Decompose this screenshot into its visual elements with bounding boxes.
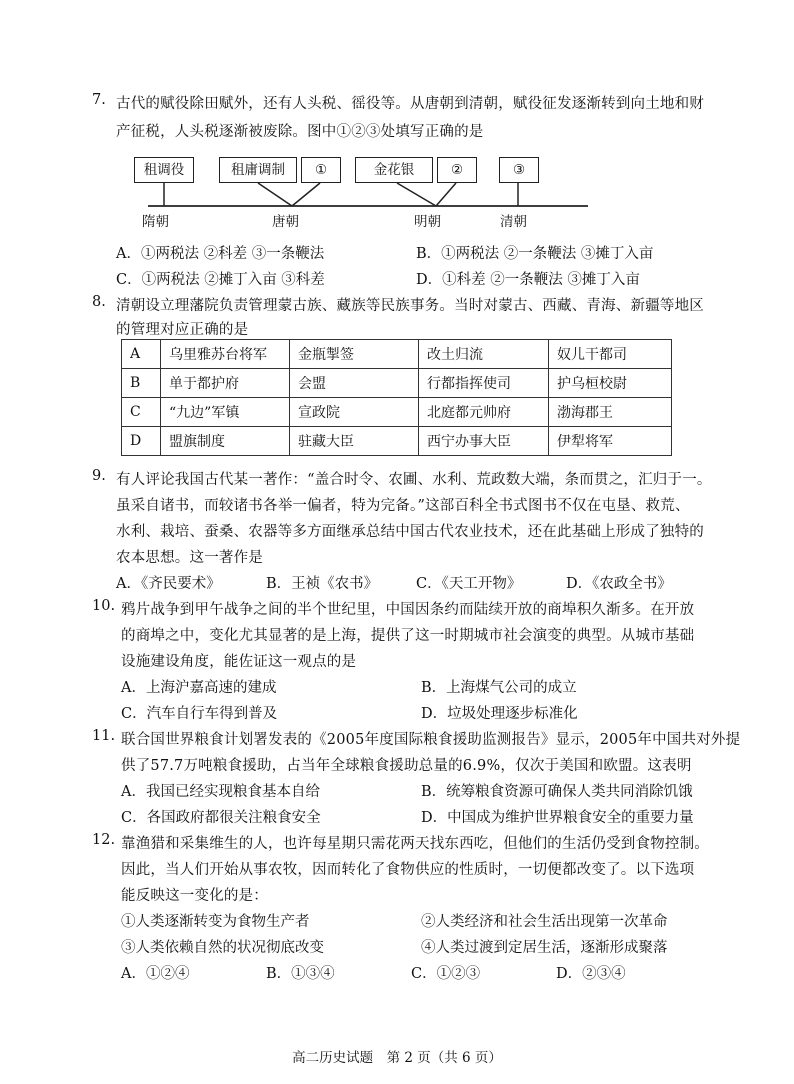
q9-stem-line2: 虽采自诸书，而较诸书各举一偏者，特为完备。”这部百科全书式图书不仅在屯垦、救荒、 (116, 498, 690, 514)
table-cell-label: C (122, 398, 161, 427)
q9-options (116, 572, 716, 593)
q11-options-row2 (121, 806, 721, 827)
timeline-box-3: ① (301, 157, 341, 183)
page-footer: 高二历史试题 第 2 页（共 6 页） (292, 1050, 502, 1066)
q12-options (121, 962, 701, 983)
q8-number: 8. (92, 294, 106, 310)
q9-option-c[interactable]: C．《天工开物》 (416, 576, 522, 592)
timeline-box-5: ② (437, 157, 477, 183)
q8-stem-line1: 清朝设立理藩院负责管理蒙古族、藏族等民族事务。当时对蒙古、西藏、青海、新疆等地区 (116, 298, 704, 314)
q7-number: 7. (92, 92, 106, 108)
q11-options-row1 (121, 780, 721, 801)
timeline-connector-5 (436, 183, 456, 206)
q11-option-b[interactable]: B．统筹粮食资源可确保人类共同消除饥饿 (421, 784, 693, 800)
q12-item-2: ②人类经济和社会生活出现第一次革命 (421, 914, 668, 930)
table-cell: 乌里雅苏台将军 (161, 340, 290, 369)
q10-option-c[interactable]: C．汽车自行车得到普及 (121, 706, 278, 722)
q12-item-1: ①人类逐渐转变为食物生产者 (121, 914, 310, 930)
table-cell: 渤海郡王 (549, 398, 672, 427)
q8-table (121, 339, 672, 456)
q12-item-4: ④人类过渡到定居生活，逐渐形成聚落 (421, 940, 668, 956)
timeline-box-6: ③ (499, 157, 539, 183)
table-cell: 金瓶掣签 (290, 340, 419, 369)
table-cell: 行都指挥使司 (419, 369, 549, 398)
table-cell: 盟旗制度 (161, 427, 290, 456)
q10-stem-line1: 鸦片战争到甲午战争之间的半个世纪里，中国因条约而陆续开放的商埠积久渐多。在开放 (121, 602, 695, 618)
table-row[interactable] (122, 369, 672, 398)
timeline-connector-2 (258, 183, 292, 206)
table-cell: 改土归流 (419, 340, 549, 369)
q11-number: 11. (92, 728, 116, 744)
q11-option-c[interactable]: C．各国政府都很关注粮食安全 (121, 810, 321, 826)
timeline-label-sui: 隋朝 (142, 214, 169, 230)
table-cell: 会盟 (290, 369, 419, 398)
timeline-connector-4 (397, 183, 436, 206)
q11-stem-line1: 联合国世界粮食计划署发表的《2005年度国际粮食援助监测报告》显示，2005年中国共对外提 (121, 732, 741, 748)
q11-stem-line2: 供了57.7万吨粮食援助，占当年全球粮食援助总量的6.9%，仅次于美国和欧盟。这表明 (121, 758, 692, 774)
q10-options-row1 (121, 676, 721, 697)
q12-items-row2 (121, 936, 721, 957)
q10-stem-line3: 设施建设角度，能佐证这一观点的是 (121, 654, 357, 670)
table-cell: 北庭都元帅府 (419, 398, 549, 427)
q9-option-a[interactable]: A．《齐民要术》 (116, 576, 221, 592)
table-cell: “九边”军镇 (161, 398, 290, 427)
q10-option-b[interactable]: B．上海煤气公司的成立 (421, 680, 577, 696)
table-cell: 护乌桓校尉 (549, 369, 672, 398)
q10-stem-line2: 的商埠之中，变化尤其显著的是上海，提供了这一时期城市社会演变的典型。从城市基础 (121, 628, 695, 644)
table-cell: 宣政院 (290, 398, 419, 427)
q12-option-c[interactable]: C．①②③ (411, 966, 481, 982)
timeline-label-qing: 清朝 (500, 214, 527, 230)
q7-option-a[interactable]: A．①两税法 ②科差 ③一条鞭法 (116, 246, 325, 262)
q11-option-d[interactable]: D．中国成为维护世界粮食安全的重要力量 (421, 810, 694, 826)
q12-item-3: ③人类依赖自然的状况彻底改变 (121, 940, 324, 956)
table-row[interactable] (122, 398, 672, 427)
q12-stem-line1: 靠渔猎和采集维生的人，也许每星期只需花两天找东西吃，但他们的生活仍受到食物控制。 (121, 836, 709, 852)
timeline-box-4: 金花银 (355, 157, 433, 183)
timeline-box-2: 租庸调制 (219, 157, 297, 183)
table-cell-label: B (122, 369, 161, 398)
timeline-connector-3 (292, 183, 320, 206)
timeline-box-1: 租调役 (134, 157, 194, 183)
q12-items-row1 (121, 910, 721, 931)
q7-stem-line2: 产征税，人头税逐渐被废除。图中①②③处填写正确的是 (116, 124, 484, 140)
q10-number: 10. (92, 598, 116, 614)
q12-stem-line3: 能反映这一变化的是： (121, 888, 268, 904)
table-cell: 单于都护府 (161, 369, 290, 398)
q12-option-a[interactable]: A．①②④ (121, 966, 190, 982)
q9-stem-line3: 水利、栽培、蚕桑、农器等多方面继承总结中国古代农业技术，还在此基础上形成了独特的 (116, 524, 704, 540)
q7-option-d[interactable]: D．①科差 ②一条鞭法 ③摊丁入亩 (416, 272, 640, 288)
q12-stem-line2: 因此，当人们开始从事农牧，因而转化了食物供应的性质时，一切便都改变了。以下选项 (121, 862, 695, 878)
q9-number: 9. (92, 468, 106, 484)
q11-option-a[interactable]: A．我国已经实现粮食基本自给 (121, 784, 320, 800)
timeline-label-tang: 唐朝 (272, 214, 299, 230)
table-cell-label: A (122, 340, 161, 369)
q9-option-b[interactable]: B．王祯《农书》 (266, 576, 379, 592)
q12-option-d[interactable]: D．②③④ (556, 966, 626, 982)
q10-option-a[interactable]: A．上海沪嘉高速的建成 (121, 680, 277, 696)
q10-options-row2 (121, 702, 721, 723)
q7-options-row2 (116, 268, 716, 289)
q7-stem-line1: 古代的赋役除田赋外，还有人头税、徭役等。从唐朝到清朝，赋役征发逐渐转到向土地和财 (116, 96, 704, 112)
q9-stem-line4: 农本思想。这一著作是 (116, 550, 263, 566)
table-cell: 伊犁将军 (549, 427, 672, 456)
table-cell: 西宁办事大臣 (419, 427, 549, 456)
table-cell-label: D (122, 427, 161, 456)
q7-option-c[interactable]: C．①两税法 ②摊丁入亩 ③科差 (116, 272, 325, 288)
timeline-label-ming: 明朝 (414, 214, 441, 230)
q8-stem-line2: 的管理对应正确的是 (116, 322, 249, 338)
table-row[interactable] (122, 427, 672, 456)
table-cell: 驻藏大臣 (290, 427, 419, 456)
q10-option-d[interactable]: D．垃圾处理逐步标准化 (421, 706, 578, 722)
q9-stem-line1: 有人评论我国古代某一著作：“盖合时令、农圃、水利、荒政数大端，条而贯之，汇归于一。 (116, 472, 712, 488)
q9-option-d[interactable]: D．《农政全书》 (566, 576, 672, 592)
q7-option-b[interactable]: B．①两税法 ②一条鞭法 ③摊丁入亩 (416, 246, 654, 262)
q7-options-row1 (116, 242, 716, 263)
table-cell: 奴儿干都司 (549, 340, 672, 369)
q12-option-b[interactable]: B．①③④ (266, 966, 335, 982)
q12-number: 12. (92, 832, 116, 848)
table-row[interactable] (122, 340, 672, 369)
